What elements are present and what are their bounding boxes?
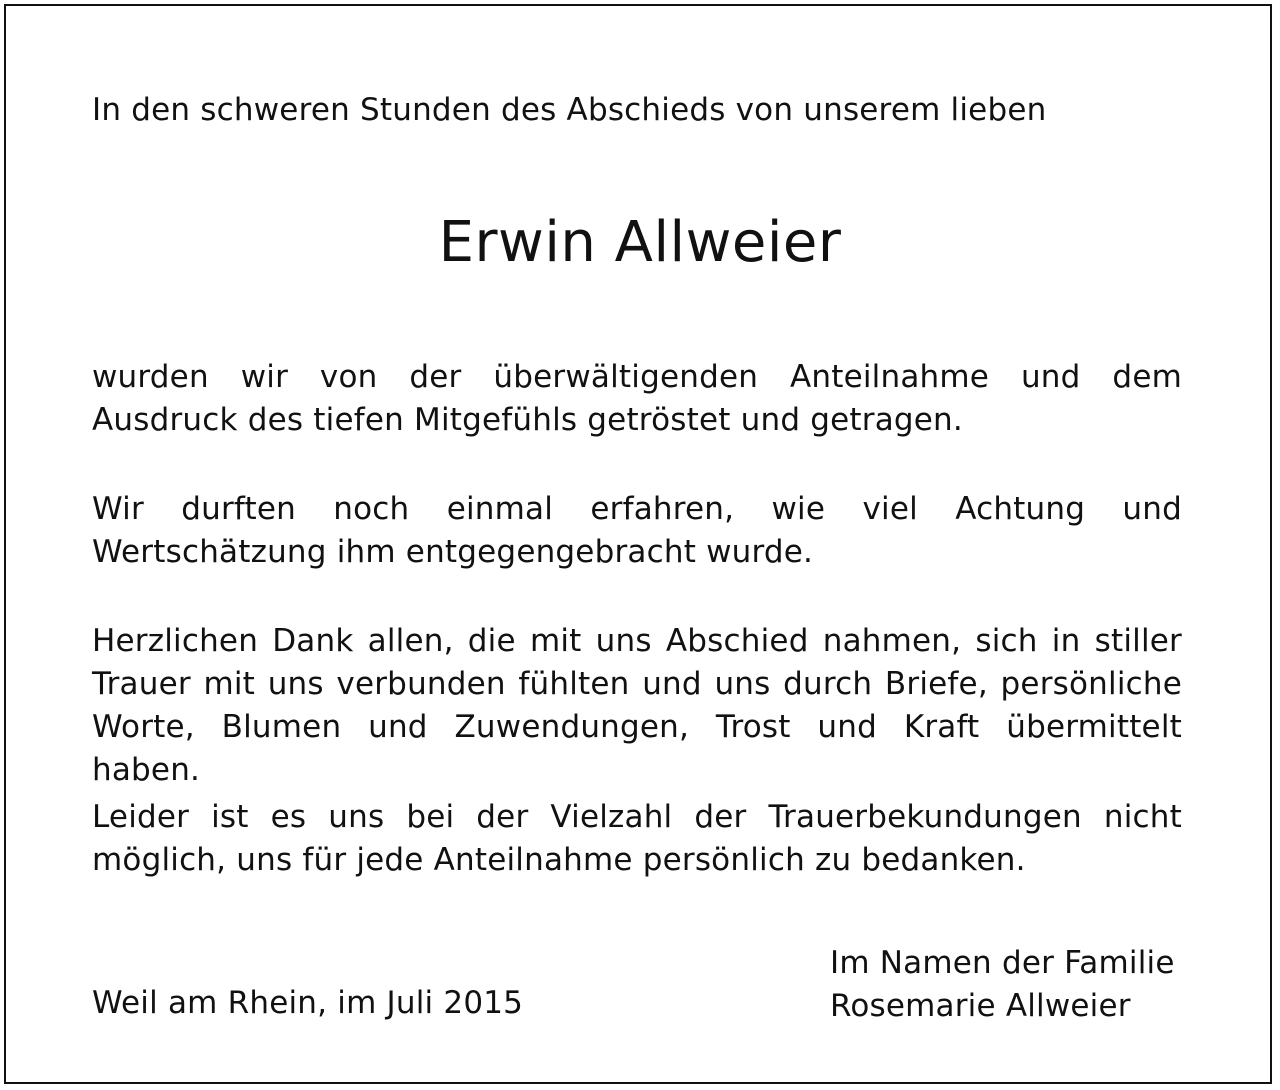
paragraph-respect: Wir durften noch einmal erfahren, wie viel Achtung und Wertschätzung ihm entgegengebracht wurde. [92, 491, 1182, 570]
intro-line: In den schweren Stunden des Abschieds von unserem lieben [92, 92, 1047, 128]
deceased-name: Erwin Allweier [438, 210, 842, 275]
paragraph-thanks: Herzlichen Dank allen, die mit uns Abschied nahmen, sich in stiller Trauer mit uns verbunden fühlten und uns durch Briefe, persönliche Worte, Blumen und Zuwendungen, Trost und Kraft übermittelt haben. [92, 623, 1182, 788]
paragraph-apology: Leider ist es uns bei der Vielzahl der Trauerbekundungen nicht möglich, uns für jede Anteilnahme persönlich zu bedanken. [92, 799, 1182, 878]
place-date: Weil am Rhein, im Juli 2015 [92, 985, 524, 1021]
paragraph-consolation: wurden wir von der überwältigenden Anteilnahme und dem Ausdruck des tiefen Mitgefühls getröstet und getragen. [92, 359, 1182, 438]
signature-line-name: Rosemarie Allweier [830, 988, 1131, 1024]
signature-line-family: Im Namen der Familie [830, 945, 1175, 981]
signature-block [830, 942, 1175, 1028]
